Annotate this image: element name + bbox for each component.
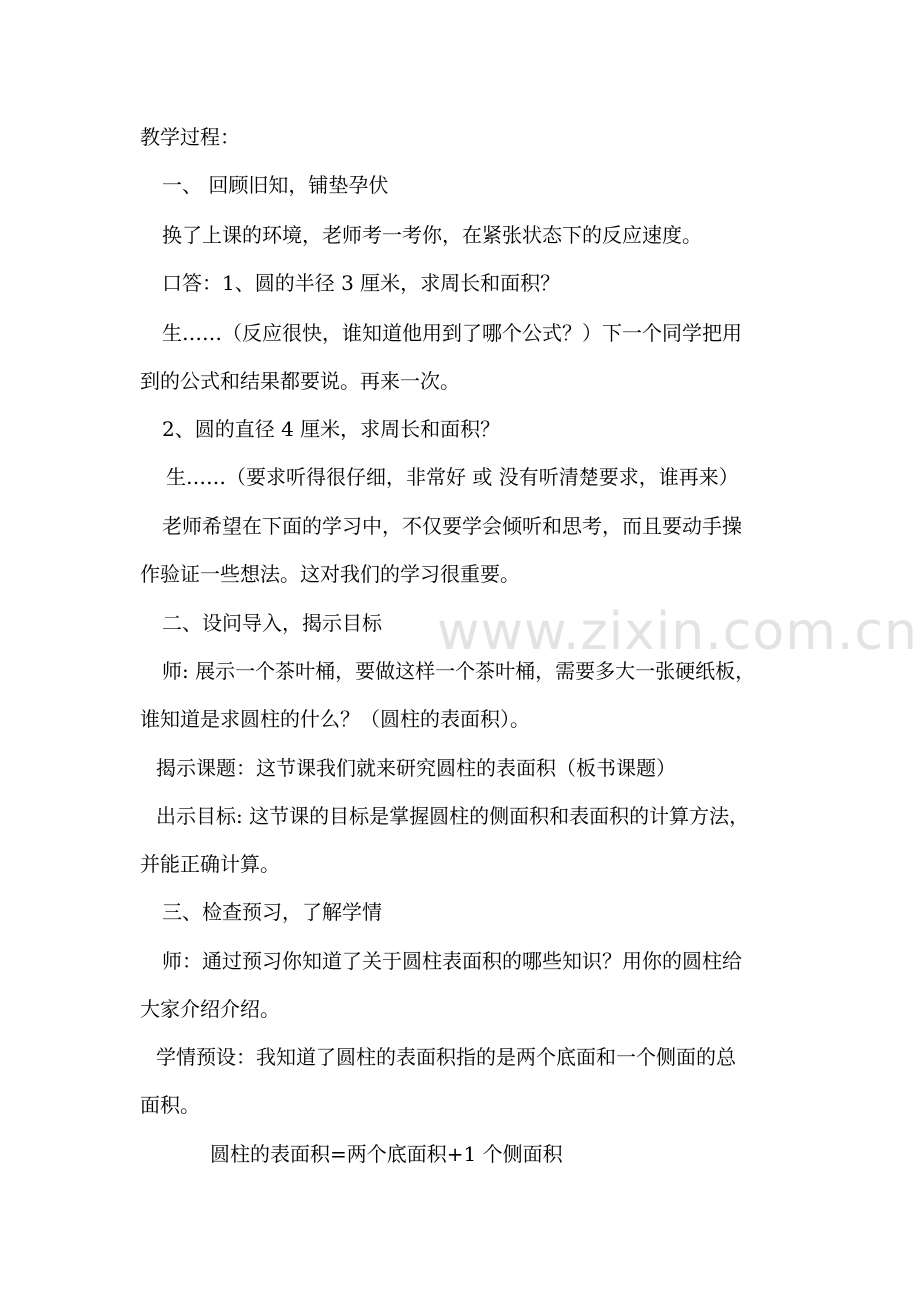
paragraph-line: 作验证一些想法。这对我们的学习很重要。 xyxy=(140,562,520,586)
section-heading-2: 二、设问导入，揭示目标 xyxy=(162,611,382,635)
paragraph-line: 口答：1、圆的半径 3 厘米，求周长和面积？ xyxy=(162,271,561,295)
paragraph-line: 大家介绍介绍。 xyxy=(140,997,280,1021)
paragraph-line: 生……（反应很快，谁知道他用到了哪个公式？）下一个同学把用 xyxy=(162,321,742,345)
paragraph-line: 面积。 xyxy=(140,1093,200,1117)
paragraph-line: 学情预设：我知道了圆柱的表面积指的是两个底面和一个侧面的总 xyxy=(156,1045,736,1069)
paragraph-line: 2、圆的直径 4 厘米，求周长和面积？ xyxy=(162,417,501,441)
paragraph-line: 老师希望在下面的学习中，不仅要学会倾听和思考，而且要动手操 xyxy=(162,514,742,538)
section-heading-3: 三、检查预习，了解学情 xyxy=(162,900,382,924)
formula-line: 圆柱的表面积=两个底面积+1 个侧面积 xyxy=(210,1142,563,1166)
watermark: www.zixin.com.cn xyxy=(437,602,918,662)
paragraph-line: 到的公式和结果都要说。再来一次。 xyxy=(140,369,460,393)
section-heading-1: 一、 回顾旧知，铺垫孕伏 xyxy=(162,173,389,197)
paragraph-line: 师：通过预习你知道了关于圆柱表面积的哪些知识？用你的圆柱给 xyxy=(162,949,742,973)
process-heading: 教学过程： xyxy=(140,125,240,149)
paragraph-line: 出示目标: 这节课的目标是掌握圆柱的侧面积和表面积的计算方法， xyxy=(156,804,750,828)
paragraph-line: 谁知道是求圆柱的什么？（圆柱的表面积）。 xyxy=(140,707,530,731)
paragraph-line: 生……（要求听得很仔细，非常好 或 没有听清楚要求，谁再来） xyxy=(166,465,739,489)
paragraph-line: 师: 展示一个茶叶桶，要做这样一个茶叶桶，需要多大一张硬纸板， xyxy=(162,659,756,683)
paragraph-line: 换了上课的环境，老师考一考你，在紧张状态下的反应速度。 xyxy=(162,223,702,247)
paragraph-line: 并能正确计算。 xyxy=(140,852,280,876)
paragraph-line: 揭示课题：这节课我们就来研究圆柱的表面积（板书课题） xyxy=(156,756,676,780)
